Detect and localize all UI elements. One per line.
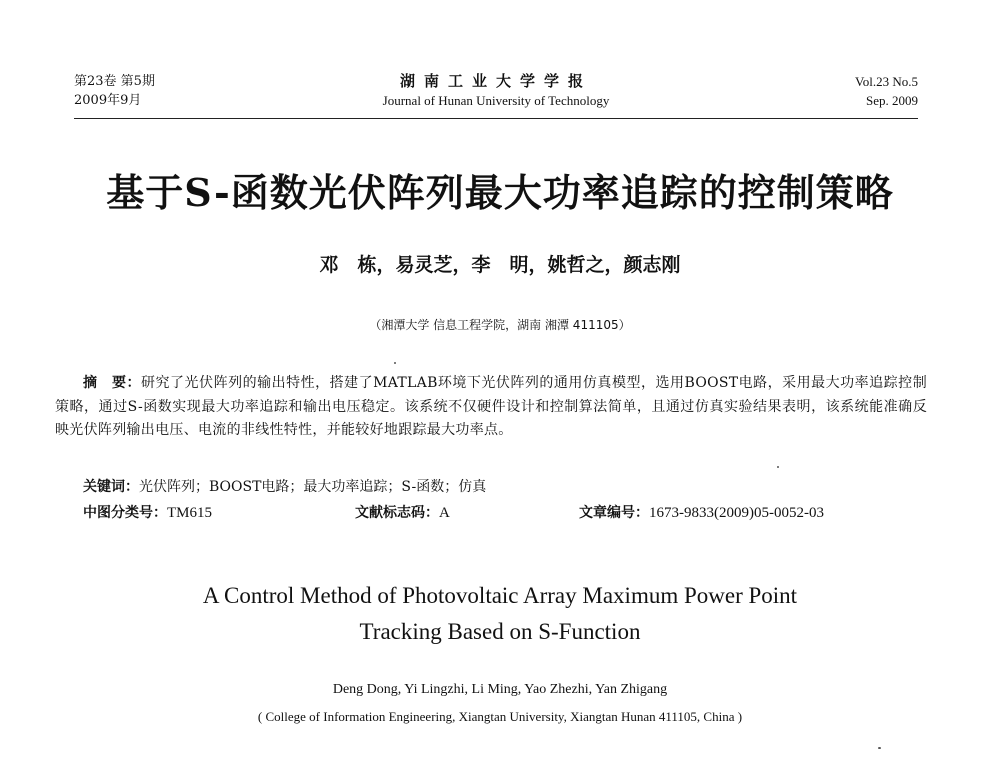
abstract	[55, 372, 927, 443]
doc-label: 文献标志码：	[355, 505, 439, 521]
keywords-label: 关键词：	[83, 479, 139, 495]
journal-header	[74, 72, 918, 118]
paper-title: 基于S-函数光伏阵列最大功率追踪的控制策略	[106, 170, 894, 215]
scan-speck	[878, 747, 881, 749]
header-divider	[74, 118, 918, 119]
english-title-line-2: Tracking Based on S-Function	[359, 619, 641, 644]
affiliation-en: ( College of Information Engineering, Xiangtan University, Xiangtan Hunan 411105, China )	[257, 709, 743, 724]
header-center	[74, 72, 918, 110]
keywords	[83, 476, 927, 498]
english-title	[0, 578, 1000, 650]
journal-name-cn: 湖南工业大学学报	[399, 72, 592, 90]
article-number	[579, 502, 824, 524]
classification-row	[83, 502, 927, 524]
document-code	[355, 502, 450, 524]
abstract-label: 摘 要：	[83, 375, 142, 391]
article-value: 1673-9833(2009)05-0052-03	[649, 505, 824, 521]
journal-name-en: Journal of Hunan University of Technology	[382, 93, 610, 108]
date-cn: 2009年9月	[74, 93, 142, 108]
clc-value: TM615	[167, 505, 212, 521]
volume-cn: 第23卷 第5期	[74, 74, 155, 89]
date-en: Sep. 2009	[866, 93, 918, 108]
keywords-text: 光伏阵列；BOOST电路；最大功率追踪；S-函数；仿真	[139, 479, 487, 495]
doc-value: A	[439, 505, 450, 521]
header-right	[855, 72, 918, 110]
article-label: 文章编号：	[579, 505, 649, 521]
scan-speck	[777, 466, 779, 468]
clc-label: 中图分类号：	[83, 505, 167, 521]
volume-en: Vol.23 No.5	[855, 74, 918, 89]
scan-speck	[394, 362, 396, 364]
english-title-line-1: A Control Method of Photovoltaic Array Maximum Power Point	[202, 583, 798, 608]
clc-number	[83, 502, 212, 524]
affiliation-cn: （湘潭大学 信息工程学院，湖南 湘潭 411105）	[369, 318, 631, 332]
authors-cn: 邓 栋，易灵芝，李 明，姚哲之，颜志刚	[319, 254, 681, 276]
abstract-text: 研究了光伏阵列的输出特性，搭建了MATLAB环境下光伏阵列的通用仿真模型，选用BOOST电路，采用最大功率追踪控制策略，通过S-函数实现最大功率追踪和输出电压稳定。该系统不仅硬件设计和控制算法简单，且通过仿真实验结果表明，该系统能准确反映光伏阵列输出电压、电流的非线性特性，并能较好地跟踪最大功率点。	[55, 375, 927, 438]
authors-en: Deng Dong, Yi Lingzhi, Li Ming, Yao Zhezhi, Yan Zhigang	[332, 682, 668, 697]
